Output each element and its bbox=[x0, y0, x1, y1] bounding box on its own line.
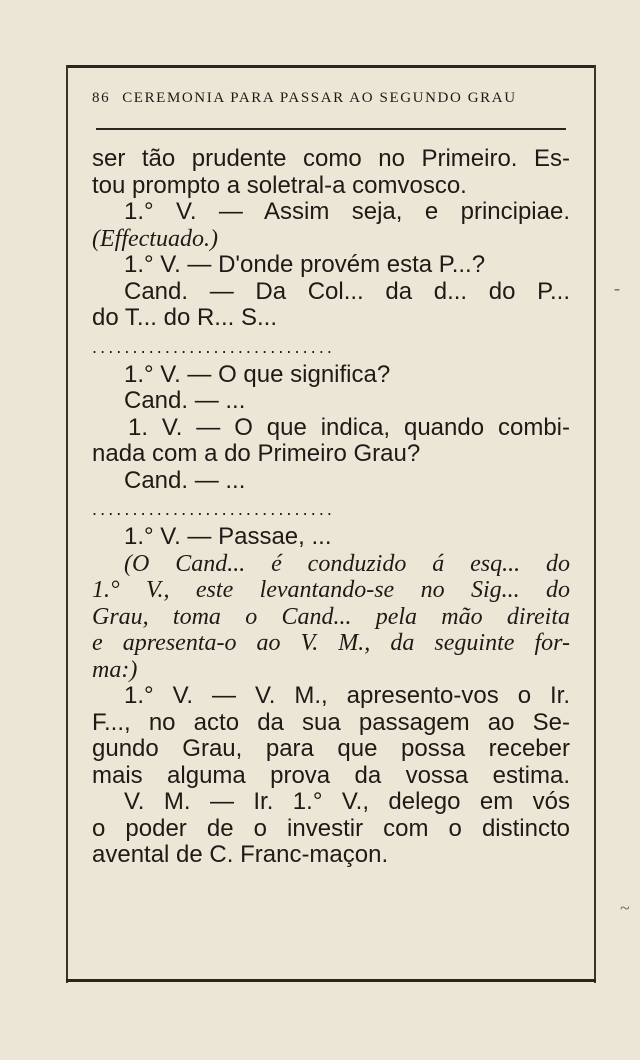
page-number: 86 bbox=[92, 90, 111, 106]
page-body bbox=[92, 146, 570, 869]
frame-top-rule bbox=[66, 65, 596, 68]
running-header bbox=[92, 90, 562, 107]
dotted-separator: .............................. bbox=[92, 336, 336, 357]
text-line: 1. V. — O que indica, quando combi- bbox=[128, 413, 570, 441]
text-line: Cand. — Da Col... da d... do P... bbox=[124, 277, 570, 305]
frame-bottom-rule bbox=[66, 979, 596, 982]
dotted-separator: .............................. bbox=[92, 499, 336, 519]
stage-direction: (O Cand... é conduzido á esq... do bbox=[124, 550, 570, 577]
text-line: tou prompto a soletral-a comvosco. bbox=[92, 171, 467, 199]
text-line: Cand. — ... bbox=[124, 466, 246, 494]
text-line: Cand. — ... bbox=[124, 387, 246, 414]
frame-left-rule bbox=[66, 65, 68, 983]
text-line: nada com a do Primeiro Grau? bbox=[92, 440, 421, 467]
margin-pencil-mark: ~ bbox=[620, 898, 630, 918]
margin-pencil-mark: - bbox=[614, 278, 620, 298]
text-line: gundo Grau, para que possa receber bbox=[92, 735, 570, 762]
text-line: o poder de o investir com o distincto bbox=[92, 814, 570, 842]
text-line: do T... do R... S... bbox=[92, 304, 277, 331]
text-line: 1.° V. — Passae, ... bbox=[124, 523, 332, 550]
text-line: V. M. — Ir. 1.° V., delego em vós bbox=[124, 788, 570, 815]
running-title: CEREMONIA PARA PASSAR AO SEGUNDO GRAU bbox=[122, 90, 517, 106]
text-line: 1.° V. — D'onde provém esta P...? bbox=[124, 251, 486, 278]
stage-direction: 1.° V., este levantando-se no Sig... do bbox=[92, 577, 570, 603]
text-line: avental de C. Franc-maçon. bbox=[92, 841, 389, 868]
stage-direction: ma:) bbox=[92, 656, 138, 683]
frame-right-rule bbox=[594, 65, 596, 983]
stage-direction: e apresenta-o ao V. M., da seguinte for- bbox=[92, 630, 570, 656]
text-line: 1.° V. — Assim seja, e principiae. bbox=[124, 198, 570, 225]
text-line: mais alguma prova da vossa estima. bbox=[92, 761, 570, 789]
text-line: 1.° V. — V. M., apresento-vos o Ir. bbox=[124, 682, 570, 709]
stage-direction: (Effectuado.) bbox=[92, 225, 218, 252]
text-line: ser tão prudente como no Primeiro. Es- bbox=[92, 145, 570, 172]
stage-direction: Grau, toma o Cand... pela mão direita bbox=[92, 603, 570, 630]
text-line: 1.° V. — O que significa? bbox=[124, 360, 391, 388]
header-rule bbox=[96, 128, 566, 130]
text-line: F..., no acto da sua passagem ao Se- bbox=[92, 708, 570, 736]
